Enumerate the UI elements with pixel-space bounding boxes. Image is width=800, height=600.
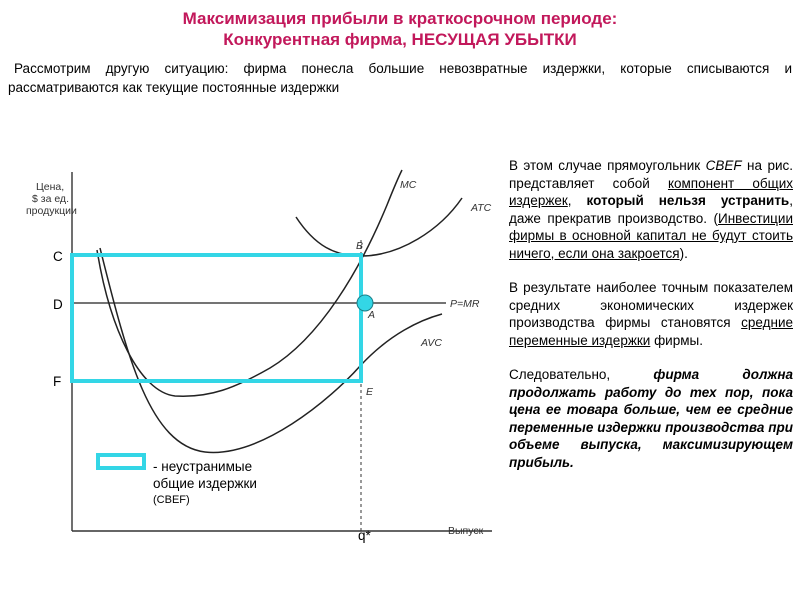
explanation-column (509, 157, 793, 488)
x-axis-label: Выпуск (448, 525, 484, 537)
mc-label: MC (400, 179, 417, 191)
atc-curve (296, 198, 462, 256)
p2-text-a: В результате наиболее точным показателем средних экономических издержек производства фирмы становятся (509, 280, 793, 330)
p1-text-e: ). (679, 245, 688, 261)
p1-text-a: В этом случае прямоугольник (509, 158, 706, 173)
point-a-label: A (368, 309, 376, 321)
legend-line-2: общие издержки (153, 476, 257, 491)
paragraph-2 (509, 279, 793, 349)
p3-text-a: Следовательно, (509, 367, 654, 382)
avc-label: AVC (421, 337, 443, 349)
paragraph-3 (509, 366, 793, 471)
price-mark-c: C (53, 249, 63, 264)
p2-text-b: фирмы. (650, 332, 703, 348)
legend-text (153, 458, 257, 509)
point-e-label: E (366, 386, 374, 398)
p1-underlined-1: компонент общих издержек (509, 175, 793, 208)
y-axis-label: Цена, $ за ед. продукции (26, 181, 77, 217)
point-b-label: B (356, 240, 364, 252)
p2-underlined: средние переменные издержки (509, 315, 793, 348)
mc-curve (97, 170, 402, 396)
p1-text-d: , даже прекратив производство. ( (509, 193, 793, 226)
cbef-rectangle (72, 255, 361, 381)
title-line-2: Конкурентная фирма, НЕСУЩАЯ УБЫТКИ (223, 30, 577, 49)
price-mark-d: D (53, 297, 63, 312)
p1-rect-name: CBEF (705, 158, 742, 173)
point-a-marker (357, 295, 373, 311)
legend-swatch (96, 453, 146, 470)
atc-label: ATC (471, 202, 492, 214)
quantity-mark: q* (358, 528, 371, 543)
p3-bold-italic: фирма должна продолжать работу до тех пор, пока цена ее товара больше, чем ее средние переменные издержки производства при объеме выпуска, максимизирующем прибыль. (509, 367, 793, 470)
title-line-1: Максимизация прибыли в краткосрочном периоде: (182, 9, 618, 28)
p1-text-c: , (567, 193, 587, 208)
p1-bold: который нельзя устранить (586, 193, 790, 208)
price-mark-f: F (53, 374, 62, 389)
paragraph-1 (509, 157, 793, 262)
legend-line-3: (CBEF) (153, 494, 190, 506)
p1-underlined-2: Инвестиции фирмы в основной капитал не будут стоить ничего, если она закроется (509, 210, 793, 261)
p1-text-b: на рис. представляет собой (509, 158, 793, 191)
intro-paragraph: Рассмотрим другую ситуацию: фирма понесла большие невозвратные издержки, которые списываются и рассматриваются как текущие постоянные издержки (8, 61, 792, 95)
avc-curve (100, 248, 442, 452)
legend-line-1: - неустранимые (153, 459, 253, 474)
mr-label: P=MR (450, 298, 480, 310)
